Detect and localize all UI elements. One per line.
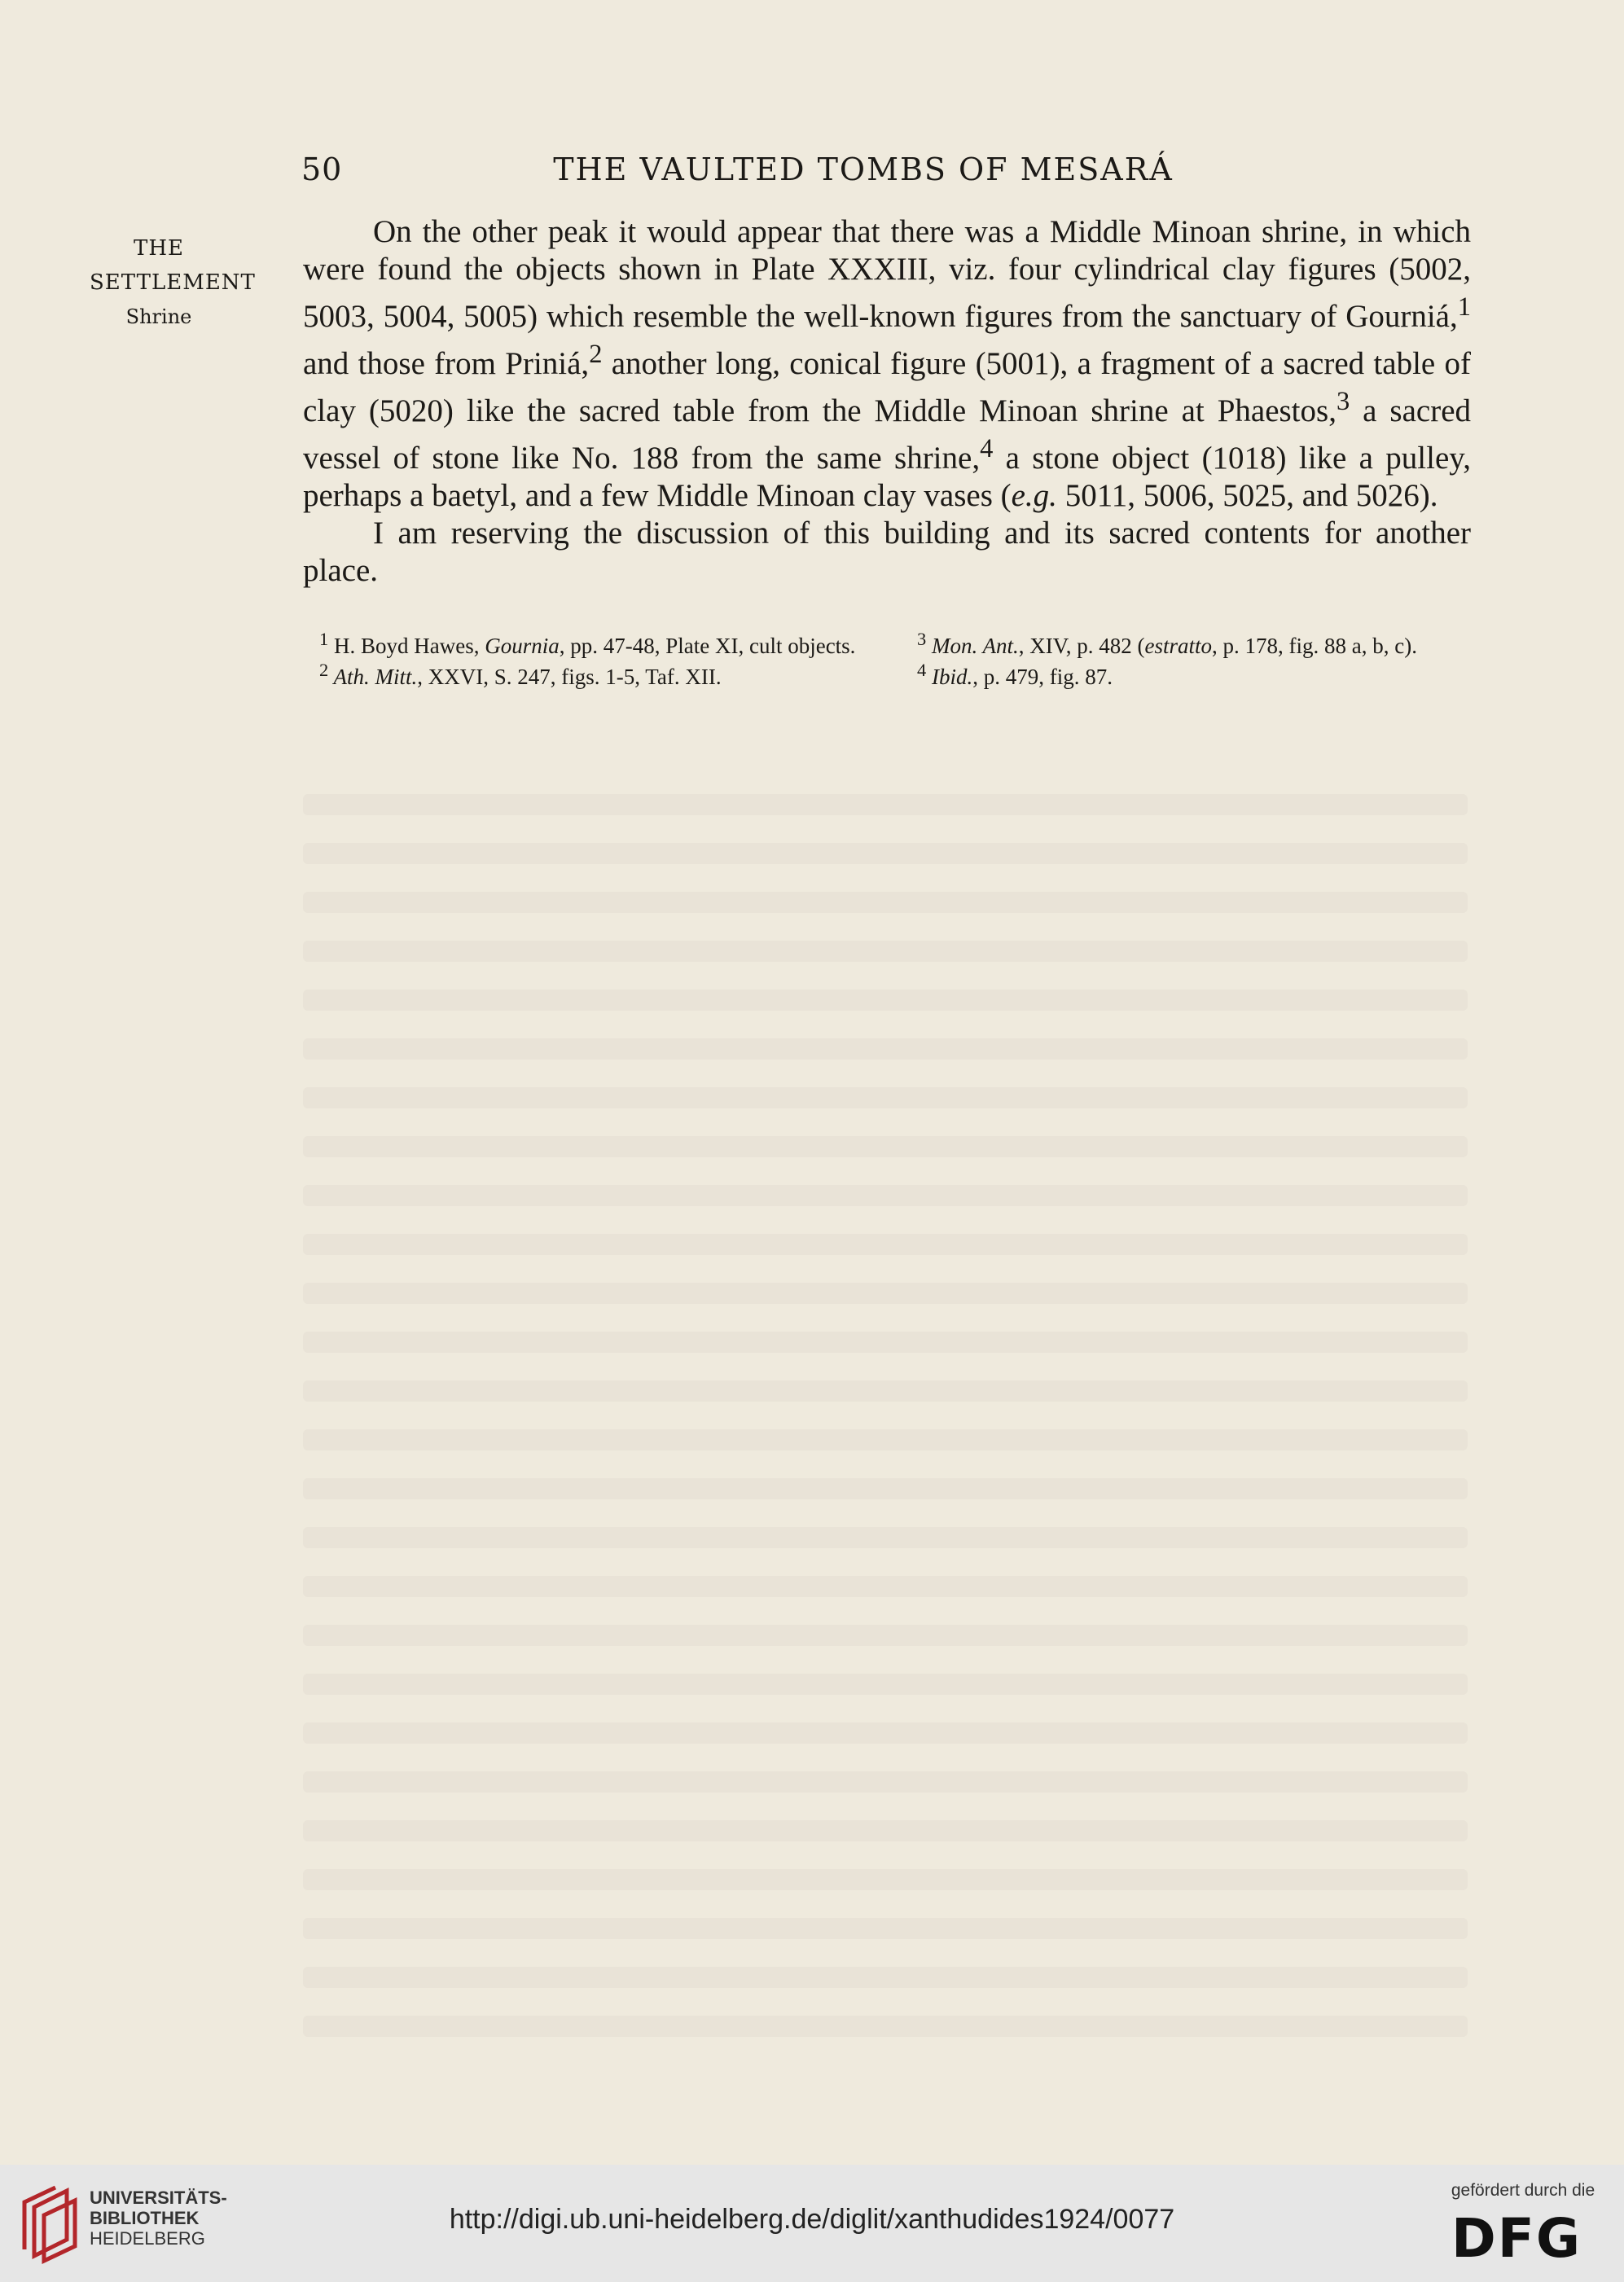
footnote — [303, 658, 873, 689]
text-run: , XXVI, S. 247, figs. 1-5, Taf. XII. — [417, 665, 722, 689]
footnote — [901, 627, 1471, 658]
paragraph — [303, 213, 1471, 515]
text-run: H. Boyd Hawes, — [328, 634, 485, 658]
paragraph: I am reserving the discussion of this building and its sacred contents for another place. — [303, 516, 1471, 588]
footnote-ref: 2 — [589, 340, 603, 369]
footnote-column-left — [303, 627, 873, 689]
footnote-ref: 1 — [1457, 292, 1471, 322]
text-run: , p. 178, fig. 88 a, b, c). — [1212, 634, 1417, 658]
footnotes — [303, 627, 1471, 689]
permalink-url[interactable]: http://digi.ub.uni-heidelberg.de/diglit/xanthudides1924/0077 — [449, 2204, 1175, 2235]
text-run: and those from Priniá, — [303, 346, 590, 381]
text-run: , pp. 47-48, Plate XI, cult objects. — [559, 634, 856, 658]
footnote-number: 1 — [319, 629, 329, 649]
text-run-italic: Ath. Mitt. — [328, 665, 418, 689]
margin-note-line: THE — [134, 236, 184, 261]
body-text — [303, 213, 1471, 590]
footnote — [303, 627, 873, 658]
funding-caption: gefördert durch die — [1451, 2181, 1595, 2200]
footnote — [901, 658, 1471, 689]
text-run-italic: estratto — [1144, 634, 1213, 658]
text-run-italic: e.g. — [1011, 478, 1057, 513]
text-run: 5011, 5006, 5025, and 5026). — [1056, 478, 1438, 513]
text-run: a sacred vessel of stone like No. 188 from the same shrine, — [303, 393, 1472, 476]
footnote-number: 4 — [917, 660, 927, 680]
margin-note — [90, 231, 256, 334]
footnote-column-right — [901, 627, 1471, 689]
library-name-line: BIBLIOTHEK — [90, 2208, 200, 2228]
library-name-line: HEIDELBERG — [90, 2228, 205, 2249]
footnote-number: 2 — [319, 660, 329, 680]
text-run: On the other peak it would appear that there was a Middle Minoan shrine, in which were found the objects shown in Plate XXXIII, viz. four cylindrical clay figures (5002, 5003, 5004, 5005) which resemble the well-known figures from the sanctuary of Gourniá, — [303, 214, 1471, 334]
footnote-ref: 4 — [980, 434, 994, 463]
running-head — [0, 151, 1624, 192]
text-run: , p. 479, fig. 87. — [972, 665, 1113, 689]
page-number: 50 — [301, 151, 343, 187]
margin-note-sub: Shrine — [125, 305, 192, 328]
text-run: another long, conical figure (5001), a fragment of a sacred table of clay (5020) like the sacred table from the Middle Minoan shrine at Phaestos, — [303, 346, 1471, 428]
library-name-line: UNIVERSITÄTS- — [90, 2188, 227, 2208]
text-run-italic: Mon. Ant. — [926, 634, 1019, 658]
text-run: , XIV, p. 482 ( — [1018, 634, 1145, 658]
dfg-logo: DFG — [1451, 2207, 1582, 2270]
margin-note-line: SETTLEMENT — [90, 270, 256, 295]
running-title: THE VAULTED TOMBS OF MESARÁ — [553, 151, 1174, 187]
footnote-ref: 3 — [1336, 387, 1350, 416]
text-run: a stone object (1018) like a pulley, perhaps a baetyl, and a few Middle Minoan clay vases ( — [303, 441, 1472, 513]
text-run-italic: Gournia — [485, 634, 560, 658]
viewer-footer — [0, 2165, 1624, 2282]
text-run-italic: Ibid. — [926, 665, 973, 689]
footnote-number: 3 — [917, 629, 927, 649]
